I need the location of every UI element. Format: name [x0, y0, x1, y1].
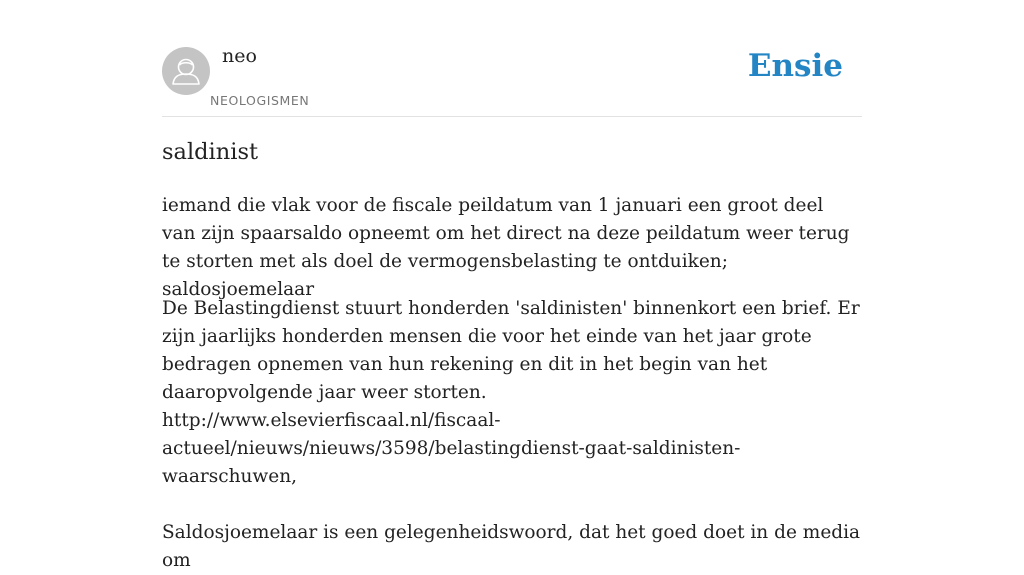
author-avatar[interactable]	[162, 47, 210, 95]
entry-term: saldinist	[162, 139, 259, 165]
user-avatar-icon	[162, 47, 210, 95]
example-text: De Belastingdienst stuurt honderden 'saldinisten' binnenkort een brief. Er zijn jaarlijks honderden mensen die voor het einde van het jaar grote bedragen opnemen van hun rekening en dit in het begin van het daaropvolgende jaar weer storten.	[162, 298, 860, 403]
entry-card	[162, 0, 862, 571]
entry-header	[162, 0, 862, 117]
author-name[interactable]: neo	[222, 45, 257, 67]
entry-definition: iemand die vlak voor de fiscale peildatum van 1 januari een groot deel van zijn spaarsaldo opneemt om het direct na deze peildatum weer terug te storten met als doel de vermogensbelasting te ontduiken; saldosjoemelaar	[162, 195, 850, 300]
source-url: http://www.elsevierfiscaal.nl/fiscaal-actueel/nieuws/nieuws/3598/belastingdienst-gaat-saldinisten-waarschuwen,	[162, 410, 741, 487]
paragraph-spacer	[162, 491, 862, 519]
brand-logo[interactable]: Ensie	[747, 48, 843, 84]
entry-example	[162, 295, 862, 575]
entry-note: Saldosjoemelaar is een gelegenheidswoord, dat het goed doet in de media om	[162, 522, 861, 571]
category-label[interactable]: NEOLOGISMEN	[210, 93, 310, 108]
